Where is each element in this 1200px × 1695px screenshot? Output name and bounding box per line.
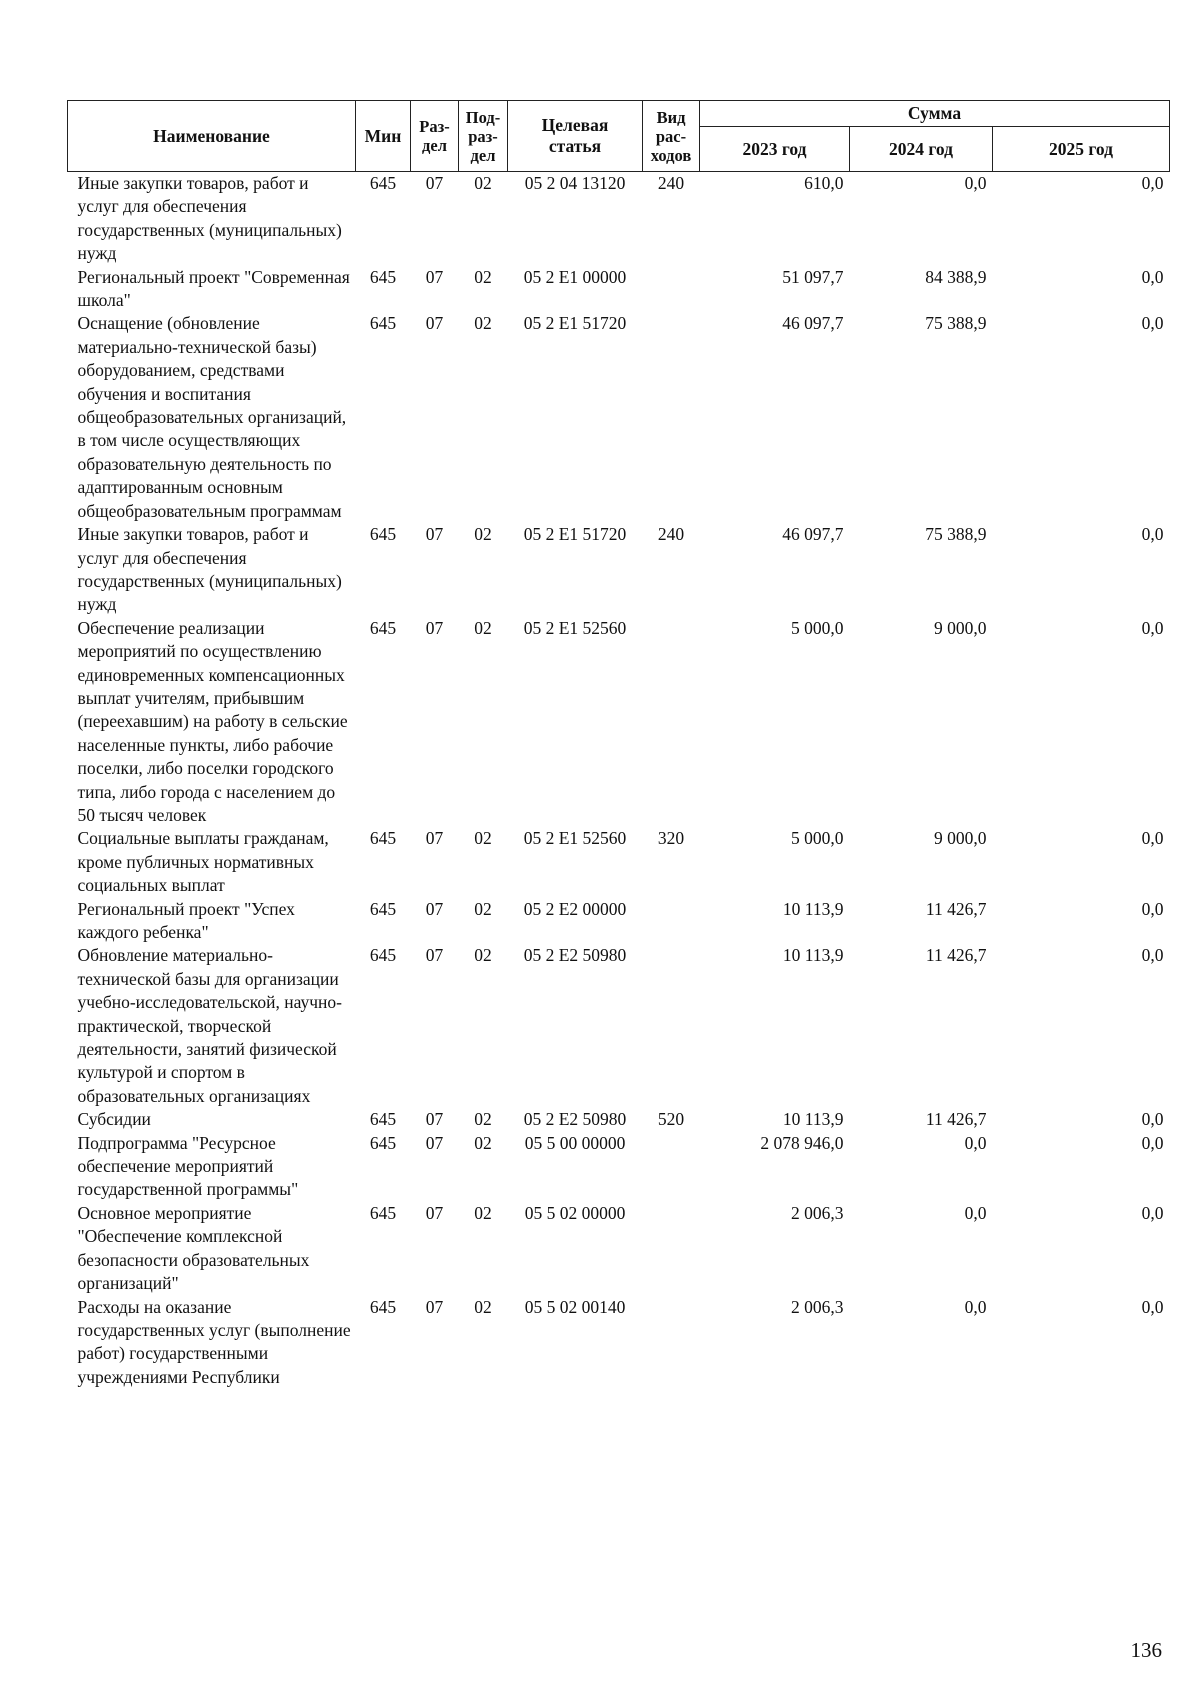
cell-2024: 0,0 <box>964 1132 987 1153</box>
header-vid-line3: ходов <box>650 145 692 165</box>
header-razdel-line1: Раз- <box>419 117 450 136</box>
cell-vid <box>643 1296 700 1390</box>
cell-min: 645 <box>369 945 397 966</box>
cell-podrazdel: 02 <box>474 828 492 849</box>
cell-podrazdel: 02 <box>474 266 492 287</box>
cell-min: 645 <box>369 617 397 638</box>
header-target-line1: Целевая <box>541 115 609 135</box>
cell-podrazdel: 02 <box>474 1202 492 1223</box>
cell-min: 645 <box>369 1296 397 1317</box>
table-row <box>68 617 1170 828</box>
cell-name: Субсидии <box>77 1109 151 1130</box>
table-row <box>68 172 1170 266</box>
cell-vid <box>643 944 700 1108</box>
cell-2023: 5 000,0 <box>791 617 844 638</box>
cell-podrazdel: 02 <box>474 945 492 966</box>
cell-razdel: 07 <box>425 1109 444 1130</box>
cell-target: 05 2 E1 52560 <box>523 617 627 638</box>
cell-min: 645 <box>369 898 397 919</box>
cell-podrazdel: 02 <box>474 173 492 193</box>
cell-name: Обеспечение реализации мероприятий по осуществлению единовременных компенсационных выплат учителям, прибывшим (переехавшим) на работу в сельские населенные пункты, либо рабочие поселки, либо поселки городского типа, либо города с населением до 50 тысяч человек <box>77 617 348 825</box>
cell-target: 05 2 E2 50980 <box>523 1109 627 1130</box>
cell-razdel: 07 <box>425 1202 444 1223</box>
table-row <box>68 266 1170 313</box>
header-name: Наименование <box>68 101 356 172</box>
table-row <box>68 944 1170 1108</box>
cell-2024: 0,0 <box>964 1296 987 1317</box>
cell-2024: 84 388,9 <box>925 266 987 287</box>
cell-vid: 240 <box>657 173 685 193</box>
cell-2023: 51 097,7 <box>782 266 844 287</box>
cell-min: 645 <box>369 173 397 193</box>
cell-name: Основное мероприятие "Обеспечение комплексной безопасности образовательных организаций" <box>77 1202 310 1294</box>
cell-2024: 0,0 <box>964 173 987 193</box>
cell-name: Иные закупки товаров, работ и услуг для обеспечения государственных (муниципальных) нужд <box>77 173 342 264</box>
cell-2023: 2 006,3 <box>791 1296 844 1317</box>
cell-2025: 0,0 <box>1141 524 1164 545</box>
table-header <box>68 101 1170 172</box>
cell-2023: 46 097,7 <box>782 524 844 545</box>
cell-min: 645 <box>369 313 397 334</box>
cell-2023: 10 113,9 <box>782 1109 844 1130</box>
cell-2025: 0,0 <box>1141 1296 1164 1317</box>
cell-name: Иные закупки товаров, работ и услуг для обеспечения государственных (муниципальных) нужд <box>77 524 342 615</box>
header-podrazdel-line1: Под- <box>465 107 501 127</box>
table-row <box>68 523 1170 617</box>
cell-podrazdel: 02 <box>474 898 492 919</box>
cell-vid <box>643 1132 700 1202</box>
header-year-2025: 2025 год <box>993 127 1170 172</box>
cell-razdel: 07 <box>425 1132 444 1153</box>
cell-vid <box>643 898 700 945</box>
cell-2025: 0,0 <box>1141 266 1164 287</box>
cell-vid: 240 <box>657 524 685 545</box>
header-sum: Сумма <box>700 101 1170 127</box>
cell-vid <box>643 266 700 313</box>
cell-name: Региональный проект "Успех каждого ребенка" <box>77 898 295 942</box>
cell-min: 645 <box>369 1109 397 1130</box>
cell-2023: 46 097,7 <box>782 313 844 334</box>
cell-vid: 520 <box>657 1109 685 1130</box>
cell-podrazdel: 02 <box>474 313 492 334</box>
cell-2025: 0,0 <box>1141 173 1164 193</box>
cell-vid <box>643 617 700 828</box>
cell-razdel: 07 <box>425 313 444 334</box>
header-vid-line2: рас- <box>655 126 687 146</box>
cell-vid: 320 <box>657 828 685 849</box>
header-target-line2: статья <box>548 136 602 156</box>
header-min: Мин <box>356 101 411 172</box>
cell-name: Региональный проект "Современная школа" <box>77 266 350 311</box>
cell-podrazdel: 02 <box>474 1109 492 1130</box>
header-year-2024: 2024 год <box>850 127 993 172</box>
header-podrazdel <box>459 101 508 172</box>
cell-2023: 5 000,0 <box>791 828 844 849</box>
cell-target: 05 2 04 13120 <box>524 173 626 193</box>
table-row <box>68 312 1170 523</box>
table-row <box>68 1202 1170 1296</box>
cell-razdel: 07 <box>425 266 444 287</box>
cell-2025: 0,0 <box>1141 1132 1164 1153</box>
cell-name: Обновление материально-технической базы для организации учебно-исследовательской, научно-практической, творческой деятельности, занятий физической культурой и спортом в образовательных организациях <box>77 945 342 1106</box>
cell-2024: 9 000,0 <box>934 828 987 849</box>
cell-target: 05 5 02 00000 <box>524 1202 626 1223</box>
cell-min: 645 <box>369 828 397 849</box>
cell-razdel: 07 <box>425 828 444 849</box>
cell-target: 05 2 E1 00000 <box>523 266 627 287</box>
cell-2025: 0,0 <box>1141 1202 1164 1223</box>
cell-razdel: 07 <box>425 524 444 545</box>
cell-2025: 0,0 <box>1141 617 1164 638</box>
cell-2025: 0,0 <box>1141 945 1164 966</box>
cell-2024: 11 426,7 <box>925 945 987 966</box>
header-vid-line1: Вид <box>656 107 686 127</box>
cell-vid <box>643 1202 700 1296</box>
page-number: 136 <box>1130 1638 1162 1662</box>
table-row <box>68 1296 1170 1390</box>
budget-table <box>67 100 1170 1389</box>
header-target <box>508 101 643 172</box>
cell-target: 05 2 E1 51720 <box>523 524 627 545</box>
cell-2025: 0,0 <box>1141 313 1164 334</box>
cell-razdel: 07 <box>425 617 444 638</box>
cell-2023: 2 006,3 <box>791 1202 844 1223</box>
cell-podrazdel: 02 <box>474 617 492 638</box>
cell-razdel: 07 <box>425 1296 444 1317</box>
cell-2023: 610,0 <box>804 173 844 193</box>
cell-2024: 75 388,9 <box>925 313 987 334</box>
cell-2025: 0,0 <box>1141 1109 1164 1130</box>
table-row <box>68 827 1170 897</box>
header-razdel-line2: дел <box>422 136 447 155</box>
cell-podrazdel: 02 <box>474 1296 492 1317</box>
table-body <box>68 172 1170 1390</box>
cell-target: 05 2 E2 50980 <box>523 945 627 966</box>
cell-2025: 0,0 <box>1141 828 1164 849</box>
cell-2023: 10 113,9 <box>782 945 844 966</box>
cell-target: 05 2 E1 51720 <box>523 313 627 334</box>
cell-razdel: 07 <box>425 173 444 193</box>
header-podrazdel-line2: раз- <box>468 126 498 146</box>
cell-vid <box>643 312 700 523</box>
header-vid <box>643 101 700 172</box>
cell-razdel: 07 <box>425 898 444 919</box>
cell-2025: 0,0 <box>1141 898 1164 919</box>
cell-min: 645 <box>369 1202 397 1223</box>
cell-target: 05 2 E2 00000 <box>523 898 627 919</box>
cell-2024: 0,0 <box>964 1202 987 1223</box>
cell-razdel: 07 <box>425 945 444 966</box>
header-year-2023: 2023 год <box>700 127 850 172</box>
cell-2024: 75 388,9 <box>925 524 987 545</box>
table-row <box>68 1132 1170 1202</box>
cell-min: 645 <box>369 266 397 287</box>
table-row <box>68 1108 1170 1131</box>
cell-podrazdel: 02 <box>474 1132 492 1153</box>
cell-min: 645 <box>369 1132 397 1153</box>
cell-2023: 10 113,9 <box>782 898 844 919</box>
header-razdel <box>411 101 459 172</box>
cell-2024: 11 426,7 <box>925 1109 987 1130</box>
cell-min: 645 <box>369 524 397 545</box>
cell-2024: 9 000,0 <box>934 617 987 638</box>
cell-name: Расходы на оказание государственных услуг (выполнение работ) государственными учреждениями Республики <box>77 1296 351 1387</box>
cell-target: 05 5 02 00140 <box>524 1296 626 1317</box>
cell-podrazdel: 02 <box>474 524 492 545</box>
cell-target: 05 5 00 00000 <box>524 1132 626 1153</box>
table-row <box>68 898 1170 945</box>
cell-name: Подпрограмма "Ресурсное обеспечение мероприятий государственной программы" <box>77 1132 299 1200</box>
cell-target: 05 2 E1 52560 <box>523 828 627 849</box>
cell-2024: 11 426,7 <box>925 898 987 919</box>
header-podrazdel-line3: дел <box>470 145 496 165</box>
cell-name: Социальные выплаты гражданам, кроме публичных нормативных социальных выплат <box>77 828 329 896</box>
cell-2023: 2 078 946,0 <box>760 1132 844 1153</box>
cell-name: Оснащение (обновление материально-технической базы) оборудованием, средствами обучения и воспитания общеобразовательных организаций, в том числе осуществляющих образовательную деятельность по адаптированным основным общеобразовательным программам <box>77 313 347 521</box>
